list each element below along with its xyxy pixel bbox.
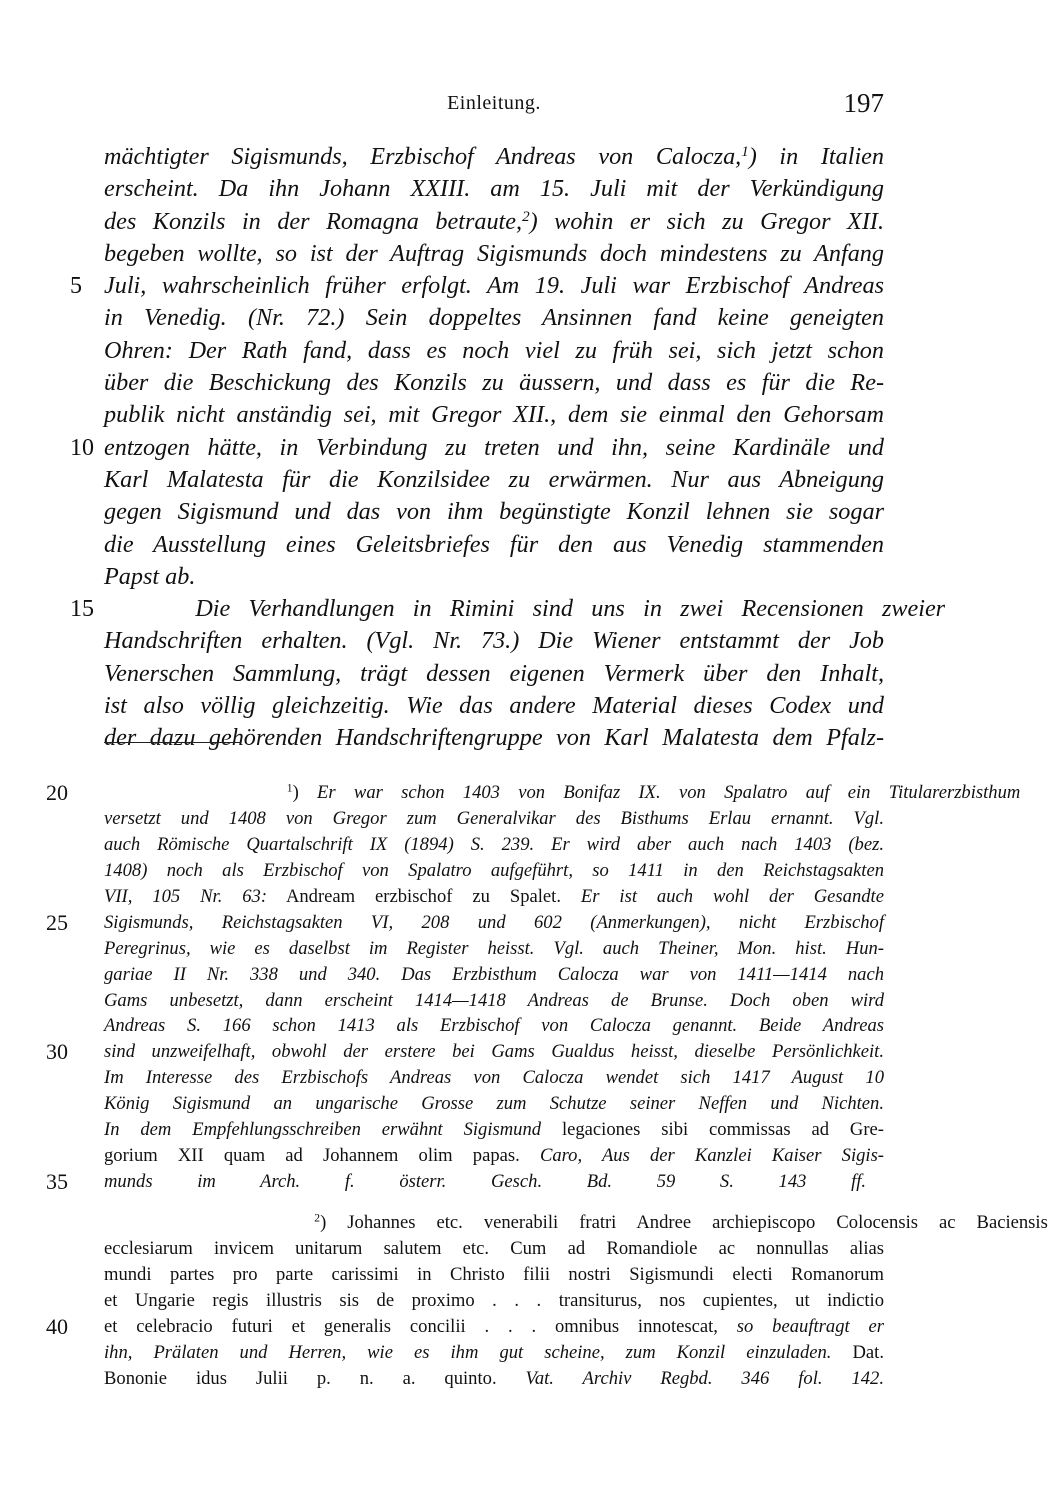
line-text: Peregrinus, wie es daselbst im Register heisst. Vgl. auch Theiner, Mon. hist. Hun-	[104, 937, 884, 959]
line-text: der dazu gehörenden Handschriftengruppe von Karl Malatesta dem Pfalz-	[104, 724, 884, 752]
footnote-line	[104, 1117, 884, 1143]
line-text: gegen Sigismund und das von ihm begünstigte Konzil lehnen sie sogar	[104, 498, 884, 526]
line-text: ihn, Prälaten und Herren, wie es ihm gut scheine, zum Konzil einzuladen. Dat.	[104, 1341, 884, 1363]
line-text: VII, 105 Nr. 63: Andream erzbischof zu Spalet. Er ist auch wohl der Gesandte	[104, 885, 884, 907]
footnotes	[46, 780, 1048, 1392]
line-text: Sigismunds, Reichstagsakten VI, 208 und 602 (Anmerkungen), nicht Erzbischof	[104, 911, 884, 933]
text-line	[104, 658, 884, 690]
line-number: 15	[70, 596, 94, 623]
line-text: Handschriften erhalten. (Vgl. Nr. 73.) Die Wiener entstammt der Job	[104, 627, 884, 655]
line-text: versetzt und 1408 von Gregor zum Generalvikar des Bisthums Erlau ernannt. Vgl.	[104, 807, 884, 829]
line-text: mundi partes pro parte carissimi in Christo filii nostri Sigismundi electi Romanorum	[104, 1263, 884, 1285]
main-text	[70, 141, 946, 755]
text-line	[104, 496, 884, 528]
footnote-line	[104, 988, 884, 1014]
footnote-line	[104, 1210, 1048, 1236]
line-text: sind unzweifelhaft, obwohl der erstere bei Gams Gualdus heisst, dieselbe Persönlichkeit.	[104, 1041, 884, 1063]
line-text: 1408) noch als Erzbischof von Spalatro aufgeführt, so 1411 in den Reichstagsakten	[104, 859, 884, 881]
footnote-line	[104, 1091, 884, 1117]
line-text: Ohren: Der Rath fand, dass es noch viel zu früh sei, sich jetzt schon	[104, 336, 884, 364]
running-head: Einleitung.	[447, 92, 541, 114]
line-text: Im Interesse des Erzbischofs Andreas von Calocza wendet sich 1417 August 10	[104, 1067, 884, 1089]
line-text: munds im Arch. f. österr. Gesch. Bd. 59 S. 143 ff.	[104, 1171, 867, 1193]
line-text: ecclesiarum invicem unitarum salutem etc. Cum ad Romandiole ac nonnullas alias	[104, 1237, 884, 1259]
footnote-line	[46, 909, 884, 936]
text-line	[104, 302, 884, 334]
footnote-line	[46, 1039, 884, 1065]
footnote-separator	[104, 742, 241, 743]
footnote-line	[104, 1366, 884, 1392]
line-text: in Venedig. (Nr. 72.) Sein doppeltes Ansinnen fand keine geneigten	[104, 304, 884, 332]
line-text: Juli, wahrscheinlich früher erfolgt. Am 19. Juli war Erzbischof Andreas	[104, 272, 884, 300]
text-line	[70, 270, 884, 302]
footnote-line	[104, 1013, 884, 1039]
line-text: die Ausstellung eines Geleitsbriefes für den aus Venedig stammenden	[104, 530, 884, 558]
line-number: 25	[46, 909, 68, 935]
line-text: et celebracio futuri et generalis concilii . . . omnibus innotescat, so beauftragt er	[104, 1315, 884, 1337]
text-line	[104, 529, 884, 561]
page-header	[104, 88, 884, 124]
line-text: Gams unbesetzt, dann erscheint 1414—1418 Andreas de Brunse. Doch oben wird	[104, 989, 884, 1011]
text-line	[104, 625, 884, 657]
line-text: König Sigismund an ungarische Grosse zum Schutze seiner Neffen und Nichten.	[104, 1093, 884, 1115]
text-line	[104, 464, 884, 496]
line-text: ist also völlig gleichzeitig. Wie das andere Material dieses Codex und	[104, 692, 884, 720]
text-line	[104, 722, 884, 754]
text-line	[104, 367, 884, 399]
page-number: 197	[843, 88, 884, 118]
line-number: 5	[70, 273, 82, 300]
line-number: 40	[46, 1313, 68, 1339]
line-text: Bononie idus Julii p. n. a. quinto. Vat. Archiv Regbd. 346 fol. 142.	[104, 1367, 884, 1389]
footnote-line	[104, 1288, 884, 1314]
line-text: entzogen hätte, in Verbindung zu treten und ihn, seine Kardinäle und	[104, 433, 884, 461]
footnote-line	[104, 1262, 884, 1288]
text-line	[104, 238, 884, 270]
line-text: Papst ab.	[104, 562, 196, 590]
footnote-line	[46, 1169, 884, 1195]
text-line	[104, 206, 884, 238]
line-text: gariae II Nr. 338 und 340. Das Erzbisthum Calocza war von 1411—1414 nach	[104, 963, 884, 985]
line-text: $^2$) Johannes etc. venerabili fratri Andree archiepiscopo Colocensis ac Baciensis	[314, 1212, 1048, 1233]
line-text: Die Verhandlungen in Rimini sind uns in zwei Recensionen zweier	[104, 595, 946, 623]
line-text: mächtigter Sigismunds, Erzbischof Andreas von Calocza,$^1$) in Italien	[104, 143, 884, 170]
text-line	[104, 399, 884, 431]
line-text: In dem Empfehlungsschreiben erwähnt Sigismund legaciones sibi commissas ad Gre-	[104, 1119, 884, 1141]
footnote-line	[104, 1065, 884, 1091]
footnote-line	[104, 832, 884, 858]
footnote-line	[46, 780, 1021, 806]
footnote-line	[46, 1313, 884, 1340]
line-text: gorium XII quam ad Johannem olim papas. Caro, Aus der Kanzlei Kaiser Sigis-	[104, 1145, 885, 1167]
text-line	[104, 173, 884, 205]
line-text: erscheint. Da ihn Johann XXIII. am 15. Juli mit der Verkündigung	[104, 175, 884, 203]
text-line	[104, 335, 884, 367]
text-line	[104, 690, 884, 722]
line-text: auch Römische Quartalschrift IX (1894) S. 239. Er wird aber auch nach 1403 (bez.	[104, 833, 884, 855]
line-text: Andreas S. 166 schon 1413 als Erzbischof von Calocza genannt. Beide Andreas	[104, 1015, 884, 1037]
footnote-line	[104, 936, 884, 962]
line-text: des Konzils in der Romagna betraute,$^2$) wohin er sich zu Gregor XII.	[104, 207, 884, 235]
footnote-line	[104, 884, 884, 910]
line-text: über die Beschickung des Konzils zu äussern, und dass es für die Re-	[104, 369, 884, 397]
line-number: 30	[46, 1039, 68, 1065]
footnote-line	[104, 1340, 884, 1366]
line-number: 10	[70, 434, 94, 461]
text-line	[104, 141, 884, 173]
line-text: begeben wollte, so ist der Auftrag Sigismunds doch mindestens zu Anfang	[104, 239, 884, 267]
text-line	[104, 561, 884, 593]
line-number: 20	[46, 780, 68, 805]
footnote-line	[104, 1143, 884, 1169]
line-text: Venerschen Sammlung, trägt dessen eigenen Vermerk über den Inhalt,	[104, 659, 884, 687]
text-line	[70, 432, 884, 464]
line-text: $^1$) Er war schon 1403 von Bonifaz IX. von Spalatro auf ein Titularerzbisthum	[286, 782, 1021, 803]
text-line	[70, 593, 946, 625]
line-text: Karl Malatesta für die Konzilsidee zu erwärmen. Nur aus Abneigung	[104, 465, 884, 493]
line-text: publik nicht anständig sei, mit Gregor XII., dem sie einmal den Gehorsam	[104, 401, 884, 429]
footnote-line	[104, 962, 884, 988]
footnote-line	[104, 806, 884, 832]
footnote-line	[104, 1236, 884, 1262]
footnote-line	[104, 858, 884, 884]
line-number: 35	[46, 1169, 68, 1195]
line-text: et Ungarie regis illustris sis de proximo . . . transiturus, nos cupientes, ut indictio	[104, 1289, 884, 1311]
